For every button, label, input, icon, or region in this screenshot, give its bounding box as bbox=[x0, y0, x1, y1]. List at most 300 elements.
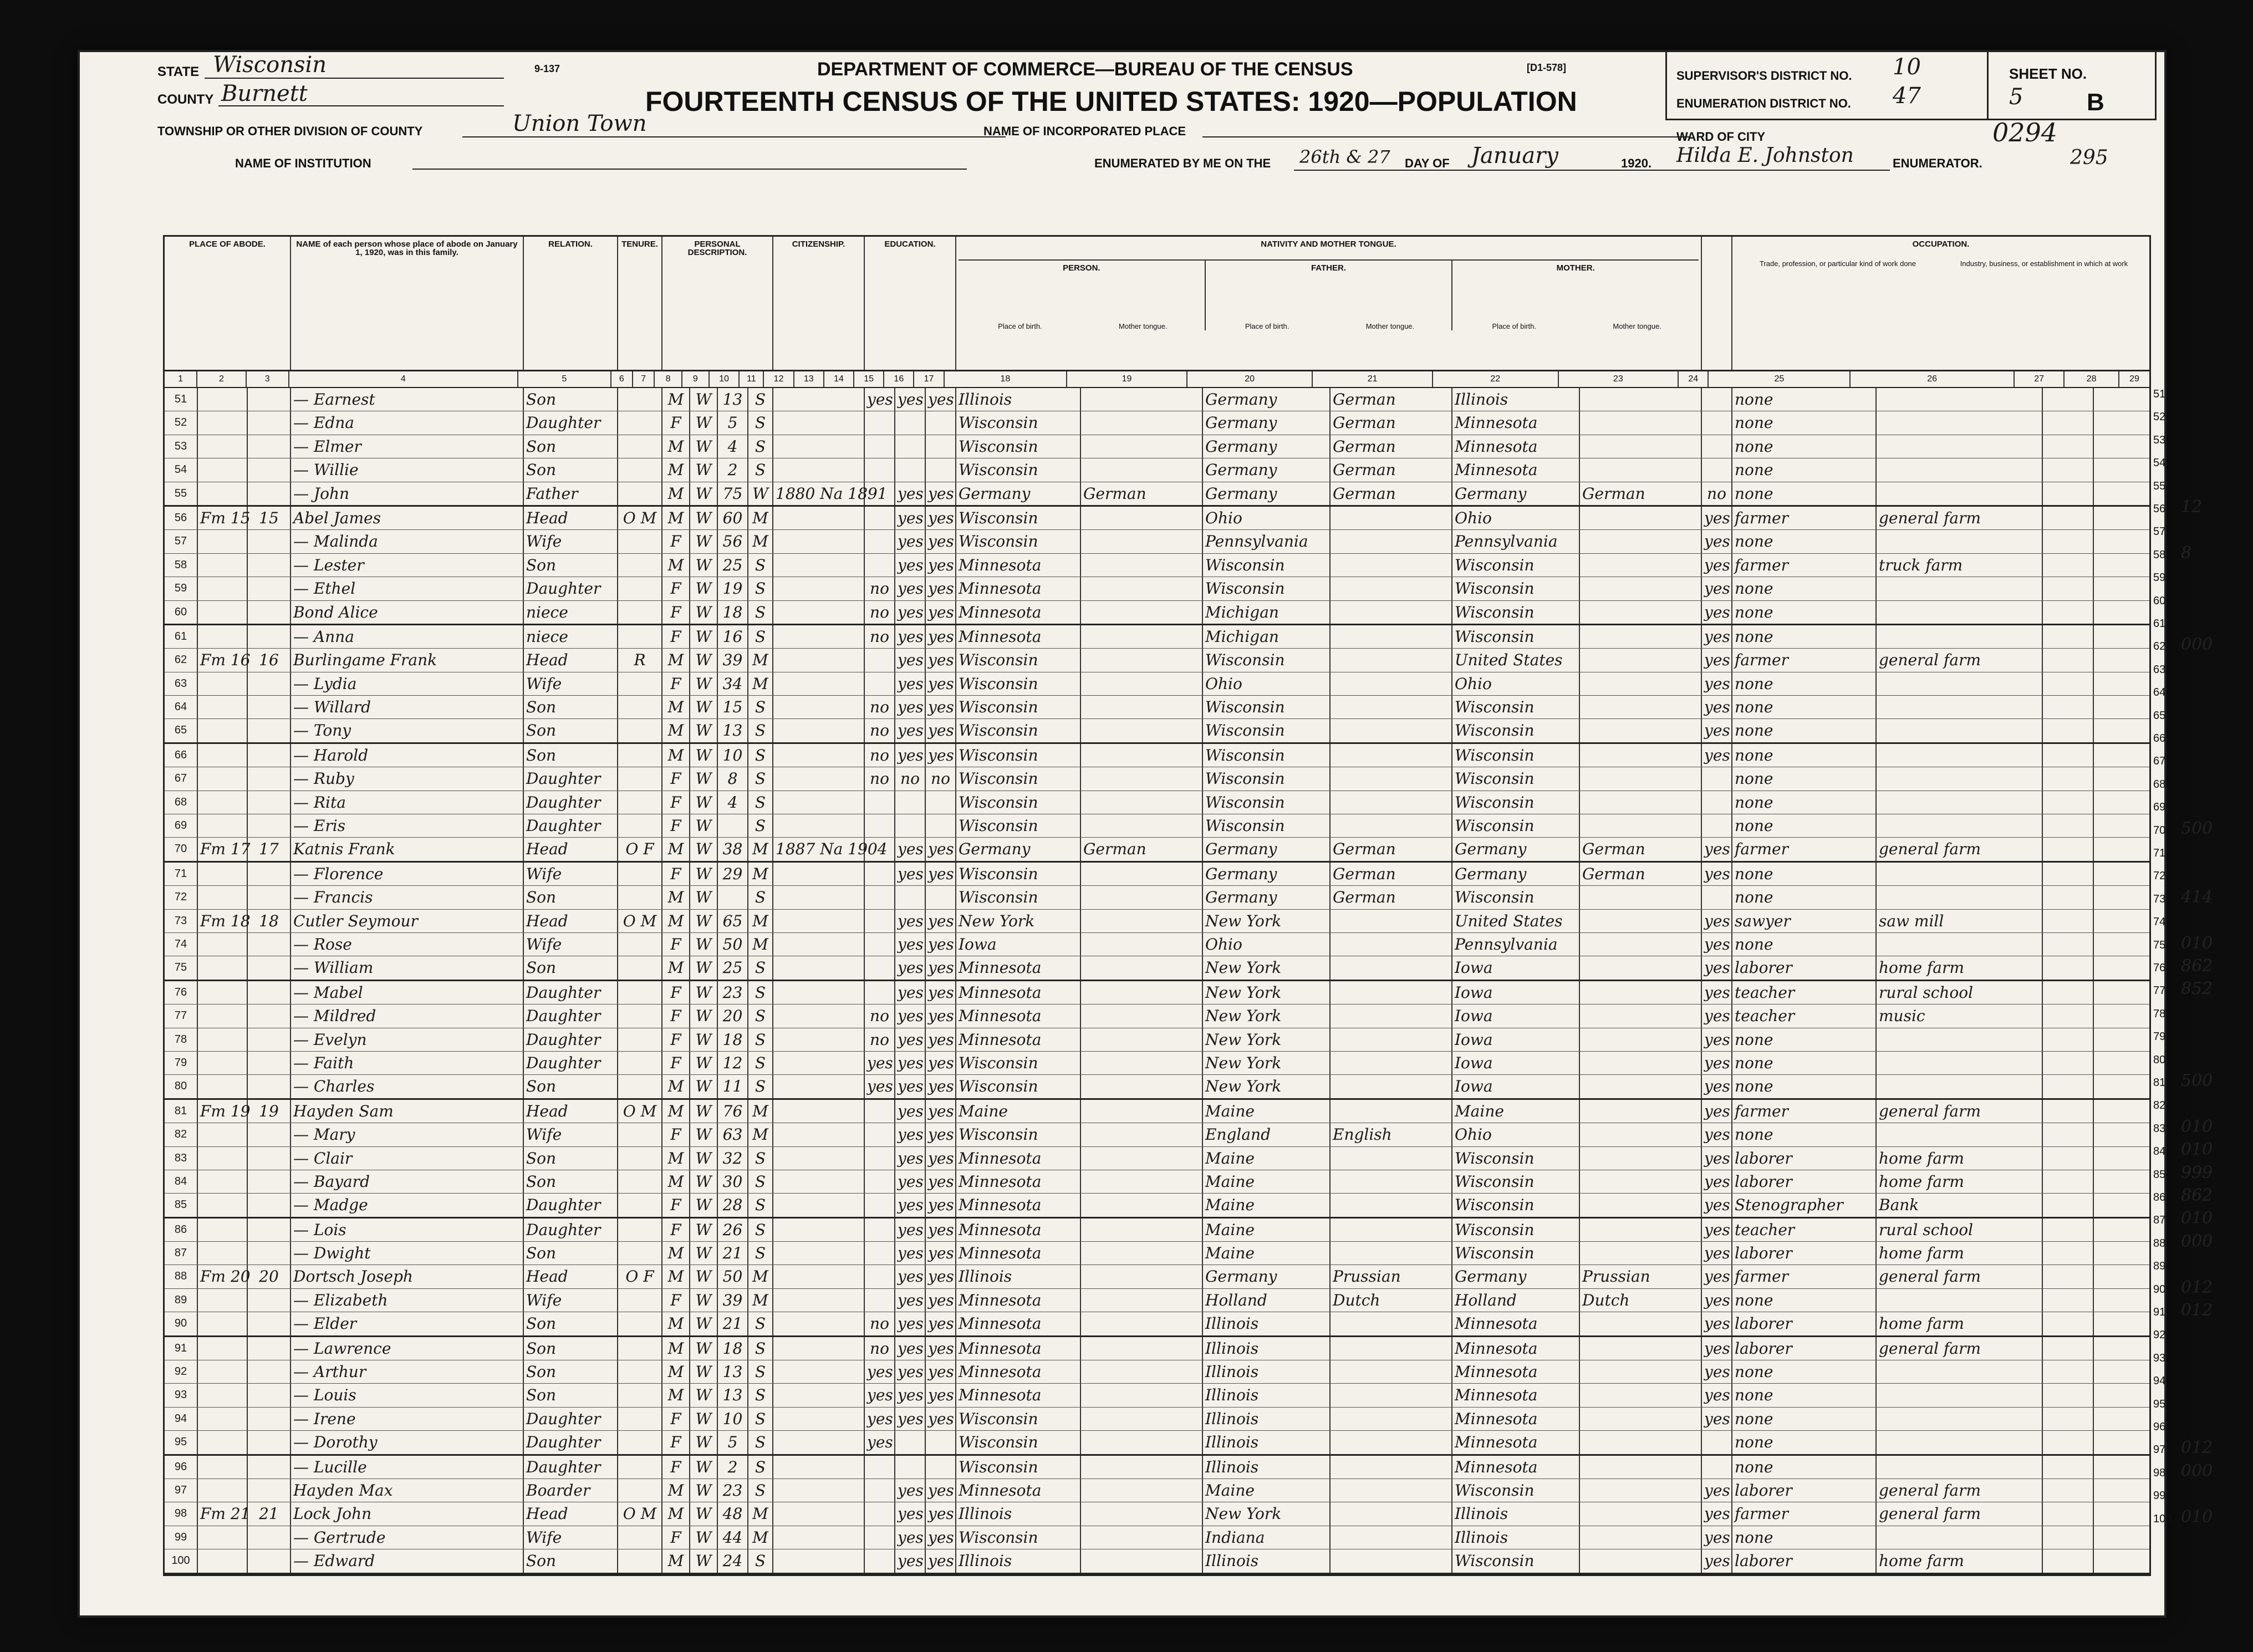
cell-farm-schedule bbox=[2094, 435, 2149, 458]
cell-tenure: O M bbox=[618, 910, 662, 932]
cell-father-tongue: German bbox=[1331, 838, 1452, 860]
cell-mother-mother-tongue bbox=[1580, 744, 1702, 767]
cell-person-name: — Ethel bbox=[291, 577, 524, 600]
cell-farm-schedule bbox=[2094, 1242, 2149, 1265]
cell-marital-status: S bbox=[748, 1218, 773, 1241]
table-row bbox=[165, 1431, 2149, 1455]
cell-industry: home farm bbox=[1877, 1170, 2043, 1193]
cell-race: W bbox=[690, 981, 718, 1004]
cell-employer bbox=[2043, 1052, 2094, 1074]
margin-row-number: 85 bbox=[2153, 1168, 2166, 1181]
margin-annotation: 862 bbox=[2181, 1186, 2213, 1205]
cell-industry bbox=[1877, 1360, 2043, 1383]
cell-race: W bbox=[690, 1242, 718, 1265]
cell-row-number: 68 bbox=[165, 791, 198, 814]
cell-person-name: — Mary bbox=[291, 1123, 524, 1146]
cell-mother-tongue bbox=[1081, 1549, 1203, 1572]
header-father-place: Place of birth. bbox=[1245, 322, 1289, 330]
cell-father-tongue: German bbox=[1331, 482, 1452, 505]
cell-father-birthplace: New York bbox=[1203, 1052, 1331, 1074]
cell-tenure bbox=[618, 1194, 662, 1216]
cell-can-read: yes bbox=[895, 1502, 926, 1525]
margin-row-number: 91 bbox=[2153, 1306, 2166, 1318]
cell-immigration bbox=[773, 981, 865, 1004]
cell-father-tongue bbox=[1331, 1028, 1452, 1051]
table-row bbox=[165, 625, 2149, 649]
cell-sex: M bbox=[662, 649, 690, 671]
cell-can-read bbox=[895, 1456, 926, 1478]
cell-employer bbox=[2043, 649, 2094, 671]
cell-row-number: 74 bbox=[165, 933, 198, 956]
cell-can-read: yes bbox=[895, 482, 926, 505]
cell-industry bbox=[1877, 672, 2043, 695]
cell-birthplace: Wisconsin bbox=[956, 435, 1081, 458]
cell-sex: M bbox=[662, 1360, 690, 1383]
cell-family-number bbox=[248, 625, 291, 648]
cell-mother-birthplace: Minnesota bbox=[1452, 1431, 1580, 1454]
cell-school: no bbox=[865, 744, 895, 767]
table-row bbox=[165, 1052, 2149, 1075]
cell-tenure bbox=[618, 933, 662, 956]
cell-person-name: — Eris bbox=[291, 814, 524, 837]
margin-annotation: 414 bbox=[2181, 887, 2213, 907]
cell-industry bbox=[1877, 1408, 2043, 1430]
cell-relation: Son bbox=[524, 1360, 618, 1383]
cell-marital-status: S bbox=[748, 744, 773, 767]
cell-employer bbox=[2043, 1384, 2094, 1406]
cell-row-number: 62 bbox=[165, 649, 198, 671]
cell-sex: F bbox=[662, 814, 690, 837]
cell-farm-schedule bbox=[2094, 719, 2149, 742]
cell-race: W bbox=[690, 791, 718, 814]
cell-row-number: 60 bbox=[165, 601, 198, 624]
sheet-value: 5 bbox=[2009, 84, 2023, 110]
cell-can-write: yes bbox=[926, 1408, 956, 1430]
cell-mother-mother-tongue bbox=[1580, 696, 1702, 718]
margin-row-number: 94 bbox=[2153, 1375, 2166, 1388]
cell-sex: M bbox=[662, 458, 690, 481]
cell-dwelling-number bbox=[198, 554, 248, 577]
cell-race: W bbox=[690, 719, 718, 742]
cell-mother-birthplace: Minnesota bbox=[1452, 1456, 1580, 1478]
cell-can-read: yes bbox=[895, 507, 926, 529]
cell-person-name: — Tony bbox=[291, 719, 524, 742]
cell-marital-status: S bbox=[748, 767, 773, 790]
cell-mother-tongue bbox=[1081, 767, 1203, 790]
cell-dwelling-number bbox=[198, 1075, 248, 1098]
cell-industry: saw mill bbox=[1877, 910, 2043, 932]
cell-father-birthplace: Germany bbox=[1203, 458, 1331, 481]
cell-family-number bbox=[248, 1549, 291, 1572]
cell-sex: F bbox=[662, 1431, 690, 1454]
cell-employer bbox=[2043, 1242, 2094, 1265]
cell-dwelling-number bbox=[198, 1123, 248, 1146]
cell-school: no bbox=[865, 1028, 895, 1051]
cell-employer bbox=[2043, 1265, 2094, 1288]
cell-mother-tongue bbox=[1081, 625, 1203, 648]
cell-mother-mother-tongue bbox=[1580, 933, 1702, 956]
cell-school bbox=[865, 1100, 895, 1123]
cell-mother-birthplace: Wisconsin bbox=[1452, 767, 1580, 790]
cell-farm-schedule bbox=[2094, 838, 2149, 860]
cell-age: 23 bbox=[718, 981, 748, 1004]
cell-race: W bbox=[690, 458, 718, 481]
cell-mother-tongue bbox=[1081, 1028, 1203, 1051]
cell-can-write: yes bbox=[926, 625, 956, 648]
margin-annotation: 010 bbox=[2181, 1140, 2213, 1160]
cell-age: 76 bbox=[718, 1100, 748, 1123]
cell-industry bbox=[1877, 1075, 2043, 1098]
cell-family-number bbox=[248, 719, 291, 742]
cell-birthplace: Wisconsin bbox=[956, 1456, 1081, 1478]
cell-school bbox=[865, 863, 895, 885]
cell-employer bbox=[2043, 554, 2094, 577]
cell-can-write: yes bbox=[926, 1075, 956, 1098]
cell-relation: Daughter bbox=[524, 1194, 618, 1216]
cell-relation: Son bbox=[524, 1312, 618, 1335]
cell-can-write: yes bbox=[926, 1052, 956, 1074]
margin-annotation: 012 bbox=[2181, 1277, 2213, 1297]
cell-farm-schedule bbox=[2094, 1100, 2149, 1123]
cell-can-read bbox=[895, 814, 926, 837]
cell-age: 21 bbox=[718, 1242, 748, 1265]
cell-speaks-english: yes bbox=[1702, 956, 1732, 979]
cell-mother-birthplace: Minnesota bbox=[1452, 1312, 1580, 1335]
table-row bbox=[165, 1526, 2149, 1549]
cell-mother-tongue bbox=[1081, 1360, 1203, 1383]
cell-can-read: yes bbox=[895, 1075, 926, 1098]
cell-race: W bbox=[690, 1456, 718, 1478]
cell-school: yes bbox=[865, 1360, 895, 1383]
cell-person-name: Hayden Sam bbox=[291, 1100, 524, 1123]
cell-occupation: none bbox=[1732, 1456, 1877, 1478]
corner-mark: 295 bbox=[2070, 146, 2108, 169]
cell-immigration bbox=[773, 744, 865, 767]
cell-immigration bbox=[773, 625, 865, 648]
cell-can-read bbox=[895, 1431, 926, 1454]
cell-person-name: — Clair bbox=[291, 1147, 524, 1170]
cell-birthplace: Wisconsin bbox=[956, 530, 1081, 553]
cell-mother-birthplace: Illinois bbox=[1452, 1526, 1580, 1549]
cell-marital-status: S bbox=[748, 435, 773, 458]
cell-industry: rural school bbox=[1877, 1218, 2043, 1241]
cell-row-number: 56 bbox=[165, 507, 198, 529]
cell-can-write: yes bbox=[926, 577, 956, 600]
column-number: 9 bbox=[682, 371, 710, 387]
margin-row-number: 58 bbox=[2153, 548, 2166, 561]
cell-father-birthplace: Wisconsin bbox=[1203, 744, 1331, 767]
cell-farm-schedule bbox=[2094, 530, 2149, 553]
cell-occupation: farmer bbox=[1732, 838, 1877, 860]
margin-row-number: 52 bbox=[2153, 411, 2166, 424]
cell-row-number: 64 bbox=[165, 696, 198, 718]
cell-tenure: R bbox=[618, 649, 662, 671]
cell-father-birthplace: Germany bbox=[1203, 388, 1331, 411]
cell-race: W bbox=[690, 1312, 718, 1335]
cell-birthplace: Minnesota bbox=[956, 1028, 1081, 1051]
cell-tenure bbox=[618, 744, 662, 767]
cell-mother-mother-tongue bbox=[1580, 1526, 1702, 1549]
cell-row-number: 66 bbox=[165, 744, 198, 767]
margin-annotation: 999 bbox=[2181, 1162, 2213, 1182]
cell-can-write: yes bbox=[926, 696, 956, 718]
margin-row-number: 66 bbox=[2153, 732, 2166, 745]
cell-immigration bbox=[773, 696, 865, 718]
supervisor-value: 10 bbox=[1893, 54, 1921, 80]
cell-school bbox=[865, 791, 895, 814]
cell-industry: general farm bbox=[1877, 1479, 2043, 1502]
cell-row-number: 97 bbox=[165, 1479, 198, 1502]
cell-family-number bbox=[248, 530, 291, 553]
cell-relation: Daughter bbox=[524, 1218, 618, 1241]
cell-immigration bbox=[773, 1218, 865, 1241]
cell-father-birthplace: Illinois bbox=[1203, 1312, 1331, 1335]
cell-person-name: — Earnest bbox=[291, 388, 524, 411]
cell-mother-birthplace: Wisconsin bbox=[1452, 1218, 1580, 1241]
cell-father-birthplace: Pennsylvania bbox=[1203, 530, 1331, 553]
cell-mother-birthplace: Ohio bbox=[1452, 1123, 1580, 1146]
cell-age: 56 bbox=[718, 530, 748, 553]
cell-mother-tongue bbox=[1081, 554, 1203, 577]
cell-industry: home farm bbox=[1877, 1312, 2043, 1335]
cell-mother-birthplace: Minnesota bbox=[1452, 435, 1580, 458]
cell-sex: F bbox=[662, 1289, 690, 1312]
cell-dwelling-number bbox=[198, 458, 248, 481]
cell-race: W bbox=[690, 838, 718, 860]
cell-father-birthplace: Illinois bbox=[1203, 1549, 1331, 1572]
cell-can-write: yes bbox=[926, 1479, 956, 1502]
cell-dwelling-number bbox=[198, 814, 248, 837]
table-row bbox=[165, 1502, 2149, 1526]
cell-mother-tongue bbox=[1081, 577, 1203, 600]
cell-can-read: yes bbox=[895, 625, 926, 648]
margin-row-number: 63 bbox=[2153, 663, 2166, 676]
cell-tenure bbox=[618, 458, 662, 481]
cell-mother-mother-tongue bbox=[1580, 1100, 1702, 1123]
column-number: 8 bbox=[655, 371, 682, 387]
header-tenure: TENURE. bbox=[618, 237, 662, 370]
cell-relation: Son bbox=[524, 1384, 618, 1406]
cell-mother-mother-tongue bbox=[1580, 577, 1702, 600]
cell-farm-schedule bbox=[2094, 649, 2149, 671]
cell-occupation: none bbox=[1732, 388, 1877, 411]
cell-father-birthplace: Germany bbox=[1203, 863, 1331, 885]
cell-tenure bbox=[618, 1479, 662, 1502]
cell-marital-status: S bbox=[748, 696, 773, 718]
cell-marital-status: S bbox=[748, 956, 773, 979]
cell-speaks-english: yes bbox=[1702, 1502, 1732, 1525]
cell-speaks-english: yes bbox=[1702, 649, 1732, 671]
cell-father-tongue bbox=[1331, 1526, 1452, 1549]
cell-tenure bbox=[618, 1431, 662, 1454]
cell-race: W bbox=[690, 1502, 718, 1525]
cell-can-write bbox=[926, 411, 956, 434]
cell-mother-tongue bbox=[1081, 719, 1203, 742]
cell-speaks-english bbox=[1702, 1431, 1732, 1454]
cell-person-name: — Lucille bbox=[291, 1456, 524, 1478]
cell-mother-mother-tongue bbox=[1580, 1075, 1702, 1098]
cell-relation: Father bbox=[524, 482, 618, 505]
cell-mother-birthplace: Wisconsin bbox=[1452, 1242, 1580, 1265]
cell-occupation: none bbox=[1732, 1075, 1877, 1098]
cell-school bbox=[865, 1194, 895, 1216]
table-row bbox=[165, 1170, 2149, 1194]
cell-age: 11 bbox=[718, 1075, 748, 1098]
cell-person-name: — Evelyn bbox=[291, 1028, 524, 1051]
cell-school bbox=[865, 530, 895, 553]
cell-sex: M bbox=[662, 719, 690, 742]
cell-can-read: yes bbox=[895, 1194, 926, 1216]
cell-sex: F bbox=[662, 1218, 690, 1241]
cell-person-name: — Willie bbox=[291, 458, 524, 481]
cell-occupation: laborer bbox=[1732, 1337, 1877, 1360]
cell-birthplace: Minnesota bbox=[956, 625, 1081, 648]
table-row bbox=[165, 1123, 2149, 1146]
cell-farm-schedule bbox=[2094, 1549, 2149, 1572]
cell-mother-mother-tongue bbox=[1580, 886, 1702, 909]
cell-marital-status: S bbox=[748, 601, 773, 624]
cell-occupation: Stenographer bbox=[1732, 1194, 1877, 1216]
column-number: 13 bbox=[794, 371, 824, 387]
cell-school: no bbox=[865, 625, 895, 648]
cell-tenure bbox=[618, 411, 662, 434]
cell-farm-schedule bbox=[2094, 1194, 2149, 1216]
cell-mother-mother-tongue bbox=[1580, 1384, 1702, 1406]
cell-birthplace: Minnesota bbox=[956, 1384, 1081, 1406]
cell-occupation: laborer bbox=[1732, 1147, 1877, 1170]
cell-sex: F bbox=[662, 1194, 690, 1216]
cell-birthplace: Wisconsin bbox=[956, 767, 1081, 790]
cell-row-number: 85 bbox=[165, 1194, 198, 1216]
cell-father-birthplace: Germany bbox=[1203, 838, 1331, 860]
cell-mother-mother-tongue bbox=[1580, 625, 1702, 648]
table-row bbox=[165, 1479, 2149, 1502]
table-row bbox=[165, 530, 2149, 553]
cell-industry bbox=[1877, 719, 2043, 742]
cell-mother-mother-tongue bbox=[1580, 956, 1702, 979]
margin-annotation: 012 bbox=[2181, 1301, 2213, 1320]
cell-family-number bbox=[248, 482, 291, 505]
cell-sex: M bbox=[662, 1549, 690, 1572]
cell-school: yes bbox=[865, 1075, 895, 1098]
cell-race: W bbox=[690, 863, 718, 885]
cell-dwelling-number bbox=[198, 625, 248, 648]
cell-row-number: 65 bbox=[165, 719, 198, 742]
cell-row-number: 100 bbox=[165, 1549, 198, 1572]
cell-dwelling-number bbox=[198, 388, 248, 411]
table-row bbox=[165, 1456, 2149, 1479]
cell-relation: Wife bbox=[524, 933, 618, 956]
cell-speaks-english: yes bbox=[1702, 1005, 1732, 1027]
cell-sex: F bbox=[662, 1005, 690, 1027]
cell-mother-tongue bbox=[1081, 1005, 1203, 1027]
cell-age: 23 bbox=[718, 1479, 748, 1502]
cell-tenure bbox=[618, 814, 662, 837]
cell-person-name: — Irene bbox=[291, 1408, 524, 1430]
cell-relation: Daughter bbox=[524, 1431, 618, 1454]
cell-immigration bbox=[773, 1312, 865, 1335]
cell-person-name: — Dwight bbox=[291, 1242, 524, 1265]
cell-age: 13 bbox=[718, 1384, 748, 1406]
table-row bbox=[165, 672, 2149, 696]
cell-mother-mother-tongue bbox=[1580, 530, 1702, 553]
cell-father-tongue bbox=[1331, 1075, 1452, 1098]
cell-industry: general farm bbox=[1877, 838, 2043, 860]
cell-sex: M bbox=[662, 886, 690, 909]
cell-birthplace: Germany bbox=[956, 838, 1081, 860]
header-education: EDUCATION. bbox=[865, 237, 956, 370]
cell-immigration bbox=[773, 435, 865, 458]
margin-row-number: 73 bbox=[2153, 893, 2166, 905]
cell-mother-birthplace: Minnesota bbox=[1452, 1408, 1580, 1430]
cell-birthplace: Germany bbox=[956, 482, 1081, 505]
margin-row-number: 97 bbox=[2153, 1444, 2166, 1456]
cell-occupation: laborer bbox=[1732, 1170, 1877, 1193]
cell-dwelling-number bbox=[198, 719, 248, 742]
cell-race: W bbox=[690, 482, 718, 505]
cell-mother-tongue: German bbox=[1081, 838, 1203, 860]
cell-can-read: yes bbox=[895, 1479, 926, 1502]
table-row bbox=[165, 1265, 2149, 1288]
table-row bbox=[165, 1075, 2149, 1099]
cell-tenure bbox=[618, 719, 662, 742]
cell-mother-mother-tongue bbox=[1580, 1242, 1702, 1265]
census-sheet bbox=[78, 50, 2213, 1618]
cell-marital-status: S bbox=[748, 1479, 773, 1502]
stamp-number: 0294 bbox=[1992, 118, 2058, 147]
cell-immigration bbox=[773, 1289, 865, 1312]
cell-school bbox=[865, 482, 895, 505]
cell-race: W bbox=[690, 933, 718, 956]
cell-farm-schedule bbox=[2094, 1289, 2149, 1312]
cell-can-read: yes bbox=[895, 838, 926, 860]
cell-marital-status: M bbox=[748, 1123, 773, 1146]
cell-row-number: 83 bbox=[165, 1147, 198, 1170]
cell-birthplace: Wisconsin bbox=[956, 507, 1081, 529]
cell-speaks-english: yes bbox=[1702, 910, 1732, 932]
cell-marital-status: M bbox=[748, 672, 773, 695]
table-row bbox=[165, 910, 2149, 933]
cell-mother-tongue bbox=[1081, 910, 1203, 932]
cell-birthplace: Wisconsin bbox=[956, 886, 1081, 909]
header-citizenship: CITIZENSHIP. bbox=[773, 237, 865, 370]
cell-occupation: none bbox=[1732, 411, 1877, 434]
township-label: TOWNSHIP OR OTHER DIVISION OF COUNTY bbox=[157, 124, 423, 138]
cell-speaks-english bbox=[1702, 814, 1732, 837]
cell-father-tongue bbox=[1331, 1100, 1452, 1123]
cell-race: W bbox=[690, 910, 718, 932]
cell-mother-tongue bbox=[1081, 1289, 1203, 1312]
cell-employer bbox=[2043, 1456, 2094, 1478]
cell-age: 18 bbox=[718, 1337, 748, 1360]
cell-mother-birthplace: Germany bbox=[1452, 482, 1580, 505]
cell-occupation: teacher bbox=[1732, 981, 1877, 1004]
cell-father-tongue bbox=[1331, 625, 1452, 648]
cell-tenure: O M bbox=[618, 1100, 662, 1123]
cell-can-read: yes bbox=[895, 1549, 926, 1572]
cell-family-number bbox=[248, 696, 291, 718]
cell-father-tongue bbox=[1331, 1242, 1452, 1265]
cell-can-read bbox=[895, 435, 926, 458]
cell-sex: F bbox=[662, 933, 690, 956]
cell-relation: Wife bbox=[524, 530, 618, 553]
cell-tenure bbox=[618, 672, 662, 695]
cell-father-birthplace: Illinois bbox=[1203, 1408, 1331, 1430]
cell-age: 60 bbox=[718, 507, 748, 529]
cell-employer bbox=[2043, 1005, 2094, 1027]
cell-person-name: — Mildred bbox=[291, 1005, 524, 1027]
cell-speaks-english: yes bbox=[1702, 1384, 1732, 1406]
